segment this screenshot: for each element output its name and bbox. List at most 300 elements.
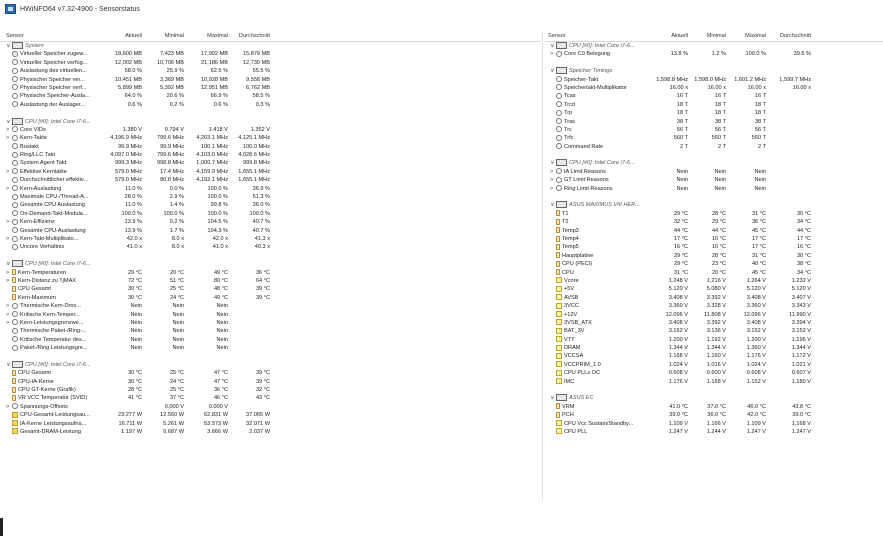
value-current: 0.608 V bbox=[668, 370, 688, 377]
sensor-name: CPU PLL bbox=[564, 428, 588, 435]
expand-arrow-icon[interactable]: > bbox=[550, 168, 554, 175]
sensor-row[interactable] bbox=[0, 143, 541, 151]
sensor-label bbox=[550, 311, 654, 319]
value-current: 56 T bbox=[676, 126, 688, 133]
sensor-row[interactable] bbox=[0, 344, 541, 352]
value-current: 999.3 MHz bbox=[114, 160, 142, 167]
value-max: 100.0 % bbox=[207, 210, 228, 217]
sensor-row[interactable] bbox=[546, 185, 883, 193]
value-max: 53.573 W bbox=[204, 420, 228, 427]
sensor-label bbox=[550, 269, 654, 277]
sensor-row[interactable] bbox=[0, 193, 541, 201]
value-avg: 1,599.7 MHz bbox=[779, 76, 811, 83]
thermometer-icon bbox=[556, 236, 560, 242]
value-min: 1.016 V bbox=[706, 361, 726, 368]
sensor-row[interactable] bbox=[546, 294, 883, 302]
value-max: 17,902 MB bbox=[200, 51, 228, 58]
sensor-group[interactable] bbox=[0, 118, 541, 126]
thermometer-icon bbox=[12, 387, 16, 393]
gauge-icon bbox=[12, 143, 18, 149]
sensor-name: IA-Kerne Leistungsaufna... bbox=[20, 420, 87, 427]
sensor-row[interactable] bbox=[546, 76, 883, 84]
sensor-label bbox=[550, 260, 654, 268]
value-min: 0.794 V bbox=[164, 126, 184, 133]
value-max: 49 °C bbox=[213, 269, 228, 276]
sensor-row[interactable] bbox=[0, 378, 541, 386]
col-sensor-right[interactable]: Sensor bbox=[548, 33, 566, 39]
value-max: 0.608 V bbox=[746, 370, 766, 377]
sensor-row[interactable] bbox=[0, 386, 541, 394]
sensor-row[interactable] bbox=[0, 76, 541, 84]
gauge-icon bbox=[12, 51, 18, 57]
value-max: 3.666 W bbox=[207, 428, 228, 435]
expand-arrow-icon[interactable]: > bbox=[6, 168, 10, 175]
sensor-name: On-Demand-Takt-Modula... bbox=[20, 210, 88, 217]
value-avg: 4,028.6 MHz bbox=[238, 152, 270, 159]
value-avg: 100.0 % bbox=[249, 210, 270, 217]
sensor-row[interactable] bbox=[0, 269, 541, 277]
value-min: 37 °C bbox=[169, 395, 184, 402]
sensor-row[interactable] bbox=[0, 311, 541, 319]
device-chip-icon bbox=[12, 361, 23, 368]
value-min: 16 T bbox=[714, 93, 726, 100]
sensor-group[interactable] bbox=[546, 159, 883, 167]
sensor-row[interactable] bbox=[0, 285, 541, 293]
value-avg: 51.3 % bbox=[252, 194, 270, 201]
sensor-row[interactable] bbox=[546, 118, 883, 126]
sensor-row[interactable] bbox=[546, 210, 883, 218]
col-min[interactable]: Minimal bbox=[164, 33, 184, 39]
group-name: Speicher Timings bbox=[569, 68, 613, 75]
value-max: 46 °C bbox=[213, 395, 228, 402]
col-avg[interactable]: Durchschnitt bbox=[238, 33, 270, 39]
sensor-row[interactable] bbox=[546, 101, 883, 109]
sensor-group[interactable] bbox=[546, 67, 883, 75]
sensor-row[interactable] bbox=[546, 260, 883, 268]
sensor-row[interactable] bbox=[0, 420, 541, 428]
value-max: Nein bbox=[216, 303, 228, 310]
gauge-icon bbox=[556, 101, 562, 107]
sensor-label bbox=[6, 201, 106, 209]
group-label bbox=[550, 159, 654, 167]
sensor-name: IMC bbox=[564, 378, 575, 385]
sensor-row[interactable] bbox=[0, 394, 541, 402]
gauge-icon bbox=[12, 328, 18, 334]
value-current: 4,097.0 MHz bbox=[110, 152, 142, 159]
value-current: 28.0 % bbox=[124, 194, 142, 201]
collapse-chevron-icon[interactable]: ∨ bbox=[550, 68, 555, 75]
sensor-label bbox=[6, 394, 106, 402]
sensor-group[interactable] bbox=[0, 361, 541, 369]
lightning-icon bbox=[556, 303, 562, 309]
sensor-rows-right bbox=[546, 42, 883, 436]
value-max: 48 °C bbox=[213, 286, 228, 293]
col-avg-right[interactable]: Durchschnitt bbox=[779, 33, 811, 39]
sensor-name: Physische Speicher-Ausla... bbox=[20, 93, 90, 100]
value-min: 5.261 W bbox=[163, 420, 184, 427]
sensor-row[interactable] bbox=[546, 285, 883, 293]
lightning-icon bbox=[556, 345, 562, 351]
value-avg: 30 °C bbox=[796, 210, 811, 217]
expand-arrow-icon[interactable]: > bbox=[6, 219, 10, 226]
row-spacer bbox=[0, 109, 541, 117]
value-current: 3.408 V bbox=[668, 319, 688, 326]
value-avg: 2.037 W bbox=[249, 428, 270, 435]
value-current: 32 °C bbox=[673, 219, 688, 226]
value-avg: 43.8 °C bbox=[792, 403, 811, 410]
value-avg: 39 °C bbox=[255, 286, 270, 293]
sensor-row[interactable] bbox=[0, 168, 541, 176]
sensor-name: IA Limit Reasons bbox=[564, 168, 606, 175]
col-current-right[interactable]: Aktuell bbox=[671, 33, 688, 39]
value-current: 13.9 % bbox=[124, 227, 142, 234]
sensor-row[interactable] bbox=[546, 143, 883, 151]
sensor-row[interactable] bbox=[0, 243, 541, 251]
sensor-row[interactable] bbox=[546, 168, 883, 176]
value-max: 3.360 V bbox=[746, 303, 766, 310]
lightning-icon bbox=[556, 361, 562, 367]
sensor-row[interactable] bbox=[546, 420, 883, 428]
value-max: 46.0 °C bbox=[747, 403, 766, 410]
lightning-icon bbox=[556, 353, 562, 359]
window-title: HWiNFO64 v7.32-4900 - Sensorstatus bbox=[20, 5, 140, 13]
sensor-label bbox=[6, 176, 106, 184]
sensor-name: Effektive Kerntakte bbox=[20, 168, 67, 175]
expand-arrow-icon[interactable]: > bbox=[6, 303, 10, 310]
sensor-label bbox=[550, 210, 654, 218]
col-max-right[interactable]: Maximal bbox=[745, 33, 766, 39]
thermometer-icon bbox=[12, 395, 16, 401]
pane-divider[interactable] bbox=[542, 31, 543, 501]
value-max: 18 T bbox=[754, 101, 766, 108]
col-sensor[interactable]: Sensor bbox=[6, 33, 24, 39]
sensor-row[interactable] bbox=[546, 319, 883, 327]
sensor-row[interactable] bbox=[546, 327, 883, 335]
thermometer-icon bbox=[556, 219, 560, 225]
value-current: 1.200 V bbox=[668, 336, 688, 343]
collapse-chevron-icon[interactable]: ∨ bbox=[550, 202, 555, 209]
value-min: 3,369 MB bbox=[160, 76, 184, 83]
group-name: ASUS EC bbox=[569, 395, 594, 402]
sensor-row[interactable] bbox=[546, 252, 883, 260]
sensor-group[interactable] bbox=[546, 42, 883, 50]
group-label bbox=[6, 42, 106, 50]
expand-arrow-icon[interactable]: > bbox=[6, 269, 10, 276]
sensor-row[interactable] bbox=[0, 428, 541, 436]
sensor-row[interactable] bbox=[546, 311, 883, 319]
value-current: 18,600 MB bbox=[114, 51, 142, 58]
sensor-label bbox=[550, 361, 654, 369]
value-avg: 11.990 V bbox=[789, 311, 811, 318]
lightning-icon bbox=[556, 420, 562, 426]
sensor-label bbox=[550, 126, 654, 134]
thermometer-icon bbox=[556, 227, 560, 233]
value-min: 0.2 % bbox=[169, 101, 184, 108]
sensor-row[interactable] bbox=[0, 369, 541, 377]
expand-arrow-icon[interactable]: > bbox=[6, 126, 10, 133]
value-avg: 3.394 V bbox=[791, 319, 811, 326]
value-current: 30 °C bbox=[127, 294, 142, 301]
sensor-row[interactable] bbox=[0, 302, 541, 310]
value-current: 18 T bbox=[676, 110, 688, 117]
value-min: 1.192 V bbox=[706, 336, 726, 343]
sensor-group[interactable] bbox=[0, 42, 541, 50]
sensor-name: GT Limit Reasons bbox=[564, 177, 609, 184]
sensor-label bbox=[6, 243, 106, 251]
sensor-name: Ring/LLC Takt bbox=[20, 152, 56, 159]
expand-arrow-icon[interactable]: > bbox=[6, 319, 10, 326]
value-current: Nein bbox=[676, 177, 688, 184]
gauge-icon bbox=[12, 202, 18, 208]
expand-arrow-icon[interactable]: > bbox=[6, 403, 10, 410]
value-current: 1,598.8 MHz bbox=[656, 76, 688, 83]
value-min: Nein bbox=[714, 185, 726, 192]
sensor-row[interactable] bbox=[546, 361, 883, 369]
collapse-chevron-icon[interactable]: ∨ bbox=[6, 261, 11, 268]
value-max: 42.0 x bbox=[212, 235, 228, 242]
collapse-chevron-icon[interactable]: ∨ bbox=[6, 43, 11, 49]
collapse-chevron-icon[interactable]: ∨ bbox=[6, 118, 11, 125]
sensor-name: Trp bbox=[564, 110, 573, 117]
column-header-right bbox=[546, 31, 883, 42]
value-current: 30 °C bbox=[127, 370, 142, 377]
sensor-row[interactable] bbox=[546, 176, 883, 184]
gauge-icon bbox=[12, 403, 18, 409]
collapse-chevron-icon[interactable]: ∨ bbox=[550, 43, 555, 49]
row-spacer bbox=[0, 252, 541, 260]
sensor-row[interactable] bbox=[0, 327, 541, 335]
value-current: 1.247 V bbox=[668, 428, 688, 435]
col-max[interactable]: Maximal bbox=[207, 33, 228, 39]
value-min: 0.600 V bbox=[706, 370, 726, 377]
gauge-icon bbox=[12, 93, 18, 99]
value-min: 25 °C bbox=[169, 370, 184, 377]
sensor-row[interactable] bbox=[0, 59, 541, 67]
value-min: 16 °C bbox=[711, 235, 726, 242]
gauge-icon bbox=[12, 185, 18, 191]
expand-arrow-icon[interactable]: > bbox=[6, 185, 10, 192]
collapse-chevron-icon[interactable]: ∨ bbox=[550, 395, 555, 402]
value-min: Nein bbox=[172, 311, 184, 318]
sensor-name: Gesamte CPU Auslastung bbox=[20, 202, 85, 209]
sensor-name: CPU (PECI) bbox=[562, 261, 593, 268]
sensor-row[interactable] bbox=[0, 126, 541, 134]
sensor-row[interactable] bbox=[0, 235, 541, 243]
sensor-row[interactable] bbox=[546, 277, 883, 285]
sensor-name: PCH bbox=[562, 412, 574, 419]
sensor-row[interactable] bbox=[546, 269, 883, 277]
sensor-name: Core C0 Belegung bbox=[564, 51, 611, 58]
sensor-label bbox=[6, 134, 106, 142]
sensor-name: CPU PLLs OC bbox=[564, 370, 601, 377]
sensor-name: Tcas bbox=[564, 93, 576, 100]
value-avg: 1.196 V bbox=[791, 336, 811, 343]
sensor-row[interactable] bbox=[0, 411, 541, 419]
sensor-group[interactable] bbox=[546, 201, 883, 209]
sensor-row[interactable] bbox=[546, 243, 883, 251]
lightning-icon bbox=[556, 328, 562, 334]
col-min-right[interactable]: Minimal bbox=[706, 33, 726, 39]
group-label bbox=[550, 42, 654, 50]
sensor-row[interactable] bbox=[0, 84, 541, 92]
value-max: 10,928 MB bbox=[200, 76, 228, 83]
value-min: 24 °C bbox=[169, 378, 184, 385]
gauge-icon bbox=[12, 59, 18, 65]
value-current: Nein bbox=[130, 311, 142, 318]
sensor-label bbox=[6, 302, 106, 310]
sensor-name: AVSB bbox=[564, 294, 579, 301]
sensor-name: Temp4 bbox=[562, 235, 579, 242]
value-current: 23.277 W bbox=[118, 412, 142, 419]
sensor-row[interactable] bbox=[546, 428, 883, 436]
value-avg: 1.021 V bbox=[791, 361, 811, 368]
value-avg: 39 °C bbox=[255, 370, 270, 377]
value-avg: 34 °C bbox=[796, 219, 811, 226]
sensor-row[interactable] bbox=[0, 176, 541, 184]
value-max: Nein bbox=[754, 177, 766, 184]
gauge-icon bbox=[556, 118, 562, 124]
sensor-row[interactable] bbox=[546, 369, 883, 377]
sensor-row[interactable] bbox=[0, 101, 541, 109]
value-current: 41.0 °C bbox=[669, 403, 688, 410]
sensor-name: Virtueller Speicher zugew... bbox=[20, 51, 88, 58]
sensor-row[interactable] bbox=[0, 294, 541, 302]
sensor-row[interactable] bbox=[546, 126, 883, 134]
value-min: 2 T bbox=[718, 143, 726, 150]
sensor-row[interactable] bbox=[546, 84, 883, 92]
value-current: 560 T bbox=[673, 135, 688, 142]
sensor-row[interactable] bbox=[0, 185, 541, 193]
sensor-name: CPU-IA-Kerne bbox=[18, 378, 54, 385]
sensor-row[interactable] bbox=[546, 218, 883, 226]
sensor-row[interactable] bbox=[546, 50, 883, 58]
value-current: 17 °C bbox=[673, 235, 688, 242]
expand-arrow-icon[interactable]: > bbox=[6, 277, 10, 284]
sensor-label bbox=[6, 378, 106, 386]
expand-arrow-icon[interactable]: > bbox=[6, 135, 10, 142]
value-max: 1.360 V bbox=[746, 345, 766, 352]
sensor-row[interactable] bbox=[0, 319, 541, 327]
value-avg: 36.9 % bbox=[252, 185, 270, 192]
value-min: 1.7 % bbox=[169, 227, 184, 234]
sensor-row[interactable] bbox=[546, 109, 883, 117]
column-header-left bbox=[0, 31, 541, 42]
expand-arrow-icon[interactable]: > bbox=[6, 311, 10, 318]
expand-arrow-icon[interactable]: > bbox=[550, 185, 554, 192]
collapse-chevron-icon[interactable]: ∨ bbox=[6, 361, 11, 368]
value-min: 100.0 % bbox=[163, 210, 184, 217]
sensor-row[interactable] bbox=[0, 92, 541, 100]
power-icon bbox=[12, 420, 18, 426]
sensor-row[interactable] bbox=[546, 344, 883, 352]
sensor-name: CPU bbox=[562, 269, 574, 276]
sensor-row[interactable] bbox=[0, 134, 541, 142]
sensor-row[interactable] bbox=[546, 235, 883, 243]
value-avg: 17 °C bbox=[796, 235, 811, 242]
sensor-name: CPU Gesamt bbox=[18, 286, 51, 293]
sensor-label bbox=[6, 143, 106, 151]
value-avg: 39 °C bbox=[255, 378, 270, 385]
value-current: Nein bbox=[676, 185, 688, 192]
value-min: 28 °C bbox=[711, 252, 726, 259]
sensor-row[interactable] bbox=[546, 92, 883, 100]
sensor-group[interactable] bbox=[0, 260, 541, 268]
sensor-row[interactable] bbox=[0, 277, 541, 285]
expand-arrow-icon[interactable]: > bbox=[6, 235, 10, 242]
sensor-name: Kern-Leistungsgrenzwe... bbox=[20, 319, 84, 326]
value-current: 16 °C bbox=[673, 244, 688, 251]
group-name: CPU [#0]: Intel Core i7-6... bbox=[25, 118, 91, 125]
sensor-row[interactable] bbox=[0, 403, 541, 411]
value-min: 0.2 % bbox=[169, 219, 184, 226]
sensor-label bbox=[6, 336, 106, 344]
sensor-name: Trcd bbox=[564, 101, 575, 108]
lightning-icon bbox=[556, 370, 562, 376]
sensor-row[interactable] bbox=[546, 227, 883, 235]
sensor-name: +12V bbox=[564, 311, 578, 318]
value-max: 100.0 % bbox=[745, 51, 766, 58]
sensor-label bbox=[550, 428, 654, 436]
group-name: CPU [#0]: Intel Core i7-6... bbox=[569, 160, 635, 167]
sensor-row[interactable] bbox=[546, 411, 883, 419]
sensor-row[interactable] bbox=[546, 336, 883, 344]
value-avg: 30 °C bbox=[796, 252, 811, 259]
value-current: 16.00 x bbox=[669, 84, 688, 91]
sensor-row[interactable] bbox=[546, 378, 883, 386]
sensor-label bbox=[550, 92, 654, 100]
sensor-label bbox=[6, 277, 106, 285]
sensor-row[interactable] bbox=[0, 201, 541, 209]
value-avg: 15,879 MB bbox=[242, 51, 270, 58]
sensor-row[interactable] bbox=[0, 210, 541, 218]
sensor-row[interactable] bbox=[0, 159, 541, 167]
row-spacer bbox=[546, 59, 883, 67]
value-current: 579.0 MHz bbox=[114, 168, 142, 175]
sensor-row[interactable] bbox=[0, 227, 541, 235]
value-avg: 3.343 V bbox=[791, 303, 811, 310]
value-min: 25 °C bbox=[169, 286, 184, 293]
sensor-row[interactable] bbox=[546, 403, 883, 411]
sensor-row[interactable] bbox=[0, 151, 541, 159]
expand-arrow-icon[interactable]: > bbox=[550, 51, 554, 58]
sensor-row[interactable] bbox=[0, 218, 541, 226]
hwinfo-app-icon bbox=[5, 4, 16, 14]
sensor-row[interactable] bbox=[0, 67, 541, 75]
sensor-name: Thermische Paket-/Ring-... bbox=[20, 328, 87, 335]
sensor-label bbox=[6, 76, 106, 84]
value-min: 25 °C bbox=[169, 387, 184, 394]
col-current[interactable]: Aktuell bbox=[125, 33, 142, 39]
thermometer-icon bbox=[12, 378, 16, 384]
value-min: 799.6 MHz bbox=[156, 152, 184, 159]
sensor-row[interactable] bbox=[0, 336, 541, 344]
sensor-name: Kern-Maximum bbox=[18, 294, 56, 301]
sensor-group[interactable] bbox=[546, 394, 883, 402]
sensor-row[interactable] bbox=[546, 352, 883, 360]
expand-arrow-icon[interactable]: > bbox=[550, 177, 554, 184]
sensor-row[interactable] bbox=[546, 302, 883, 310]
sensor-row[interactable] bbox=[546, 134, 883, 142]
value-avg: 1,655.1 MHz bbox=[238, 168, 270, 175]
thermometer-icon bbox=[12, 370, 16, 376]
value-max: 3.408 V bbox=[746, 294, 766, 301]
sensor-row[interactable] bbox=[0, 50, 541, 58]
value-current: 18 T bbox=[676, 101, 688, 108]
value-min: 36.0 °C bbox=[707, 412, 726, 419]
sensor-name: Gesamte CPU-Auslastung bbox=[20, 227, 86, 234]
sensor-name: Kritische Temperatur des... bbox=[20, 336, 87, 343]
collapse-chevron-icon[interactable]: ∨ bbox=[550, 160, 555, 167]
